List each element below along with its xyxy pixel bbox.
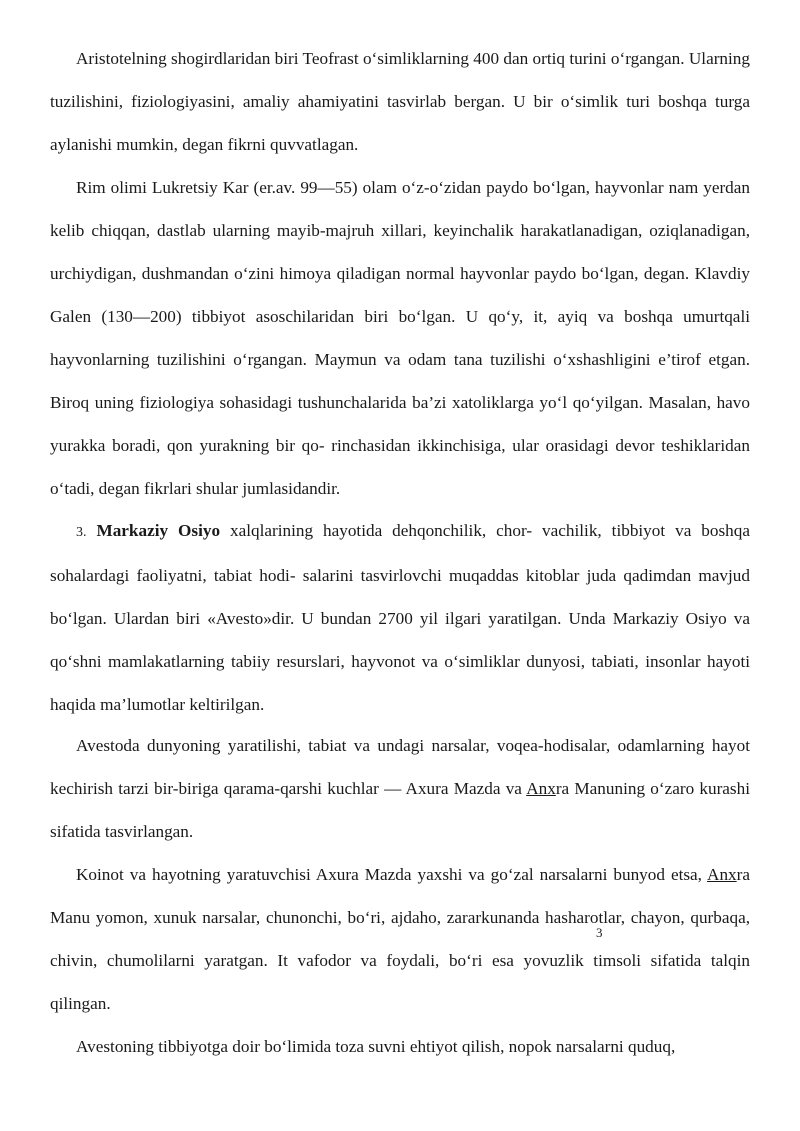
page-number: 3 [596, 925, 603, 940]
paragraph-avestoda [50, 724, 750, 853]
paragraph-markaziy-osiyo [50, 509, 750, 726]
paragraph-koinot [50, 853, 750, 1025]
paragraph-text: ra Manuning o‘zaro kurashi sifatida tasvirlangan. [50, 779, 750, 841]
paragraph-tibbiyot: Avestoning tibbiyotga doir bo‘limida toza suvni ehtiyot qilish, nopok narsalarni quduq, [76, 1037, 676, 1056]
section-heading-bold: Markaziy Osiyo [96, 521, 221, 540]
underlined-text: Anx [707, 865, 737, 884]
paragraph-lukretsiy-galen: Rim olimi Lukretsiy Kar (er.av. 99—55) olam o‘z-o‘zidan paydo bo‘lgan, hayvonlar nam yerdan kelib chiqqan, dastlab ularning mayib-majruh xillari, keyinchalik harakatlanadigan, oziqlanadigan, urchiydigan, dushmandan o‘zini himoya qiladigan normal hayvonlar paydo bo‘lgan, degan. Klavdiy Galen (130—200) tibbiyot asoschilaridan biri bo‘lgan. U qo‘y, it, ayiq va boshqa umurtqali hayvonlarning tuzilishini o‘rgangan. Maymun va odam tana tuzilishi o‘xshashligini e’tirof etgan. Biroq uning fiziologiya sohasidagi tushunchalarida ba’zi xatoliklarga yo‘l qo‘yilgan. Masalan, havo yurakka boradi, qon yurakning bir qo- rinchasidan ikkinchisiga, ular orasidagi devor teshiklaridan o‘tadi, degan fikrlari shular jumlasidandir. [50, 178, 750, 498]
underlined-text: Anx [526, 779, 556, 798]
paragraph-text: xalqlarining hayotida dehqonchilik, chor- vachilik, tibbiyot va boshqa sohalardagi faoliyatni, tabiat hodi- salarini tasvirlovchi muqaddas kitoblar juda qadimdan mavjud bo‘lgan. Ulardan biri «Avesto»dir. U bundan 2700 yil ilgari yaratilgan. Unda Markaziy Osiyo va qo‘shni mamlakatlarning tabiiy resurslari, hayvonot va o‘simliklar dunyosi, tabiati, insonlar hayoti haqida ma’lumotlar keltirilgan. [50, 521, 750, 714]
paragraph-text: Koinot va hayotning yaratuvchisi Axura Mazda yaxshi va go‘zal narsalarni bunyod etsa, [76, 865, 708, 884]
paragraph-text: Avestoda dunyoning yaratilishi, tabiat va undagi narsalar, voqea-hodisalar, odamlarning hayot kechirish tarzi bir-biriga qarama-qarshi kuchlar — Axura Mazda va [50, 736, 750, 798]
section-number: 3. [76, 525, 87, 540]
paragraph-teofrast: Aristotelning shogirdlaridan biri Teofrast o‘simliklarning 400 dan ortiq turini o‘rgangan. Ularning tuzilishini, fiziologiyasini, amaliy ahamiyatini tasvirlab bergan. U bir o‘simlik turi boshqa turga aylanishi mumkin, degan fikrni quvvatlagan. [50, 49, 750, 154]
paragraph-text: ra Manu yomon, xunuk narsalar, chunonchi, bo‘ri, ajdaho, zararkunanda hasharotlar, chayon, qurbaqa, chivin, chumolilarni yaratgan. It vafodor va foydali, bo‘ri esa yovuzlik timsoli sifatida talqin qilingan. [50, 865, 750, 1013]
